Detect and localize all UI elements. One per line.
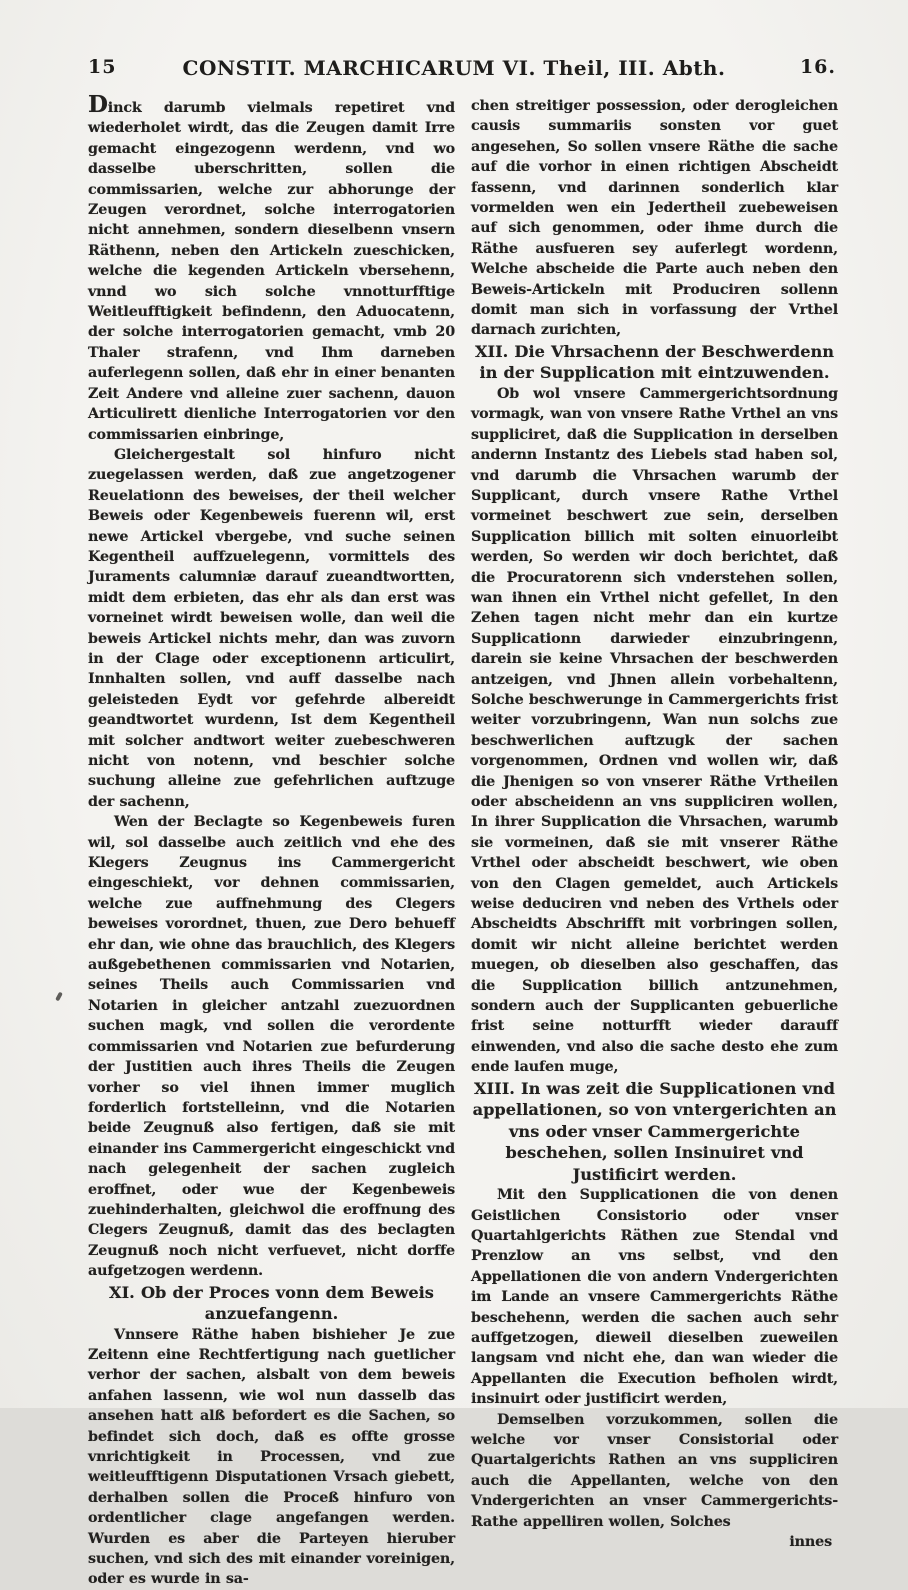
right-column	[471, 96, 838, 1551]
text-columns	[0, 91, 908, 1588]
left-column	[88, 91, 455, 1588]
paragraph-text: inck darumb vielmals repetiret vnd wiederholet wirdt, das die Zeugen damit Irre gemacht eingezogenn werdenn, vnd wo dasselbe uberschritten, sollen die commissarien, welche zur abhorunge der Zeugen verordnet, solche interrogatorien nicht annehmen, sondern dieselbenn vnsern Räthenn, neben den Artickeln zueschicken, welche die kegenden Artickeln vbersehenn, vnnd wo sich solche vnnotturfftige Weitleufftigkeit befindenn, den Aduocatenn, der solche interrogatorien gemacht, vmb 20 Thaler strafenn, vnd Ihm darneben auferlegenn sollen, daß ehr in einer benanten Zeit Andere vnd alleine zuer sachenn, dauon Articulirett dienliche Interrogatorien vor den commissarien einbringe,	[88, 100, 455, 443]
catchword: innes	[789, 1534, 832, 1551]
paragraph: Demselben vorzukommen, sollen die welche vor vnser Consistorial oder Quartalgerichts Rathen an vns suppliciren auch die Appellanten, welche von den Vndergerichten an vnser Cammergerichts-Rathe appelliren wollen, Solches	[471, 1411, 838, 1530]
page-number-left: 15	[88, 56, 117, 78]
paragraph: Wen der Beclagte so Kegenbeweis furen wil, sol dasselbe auch zeitlich vnd ehe des Klegers Zeugnus ins Cammergericht eingeschiekt, vor dehnen commissarien, welche zue auffnehmung des Clegers beweises vorordnet, thuen, zue Dero behueff ehr dan, wie ohne das brauchlich, des Klegers außgebethenen commissarien vnd Notarien, seines Theils auch Commissarien vnd Notarien in gleicher antzahl zuezuordnen suchen magk, vnd sollen die verordente commissarien vnd Notarien zue befurderung der Justitien auch ihres Theils die Zeugen vorher so viel ihnen immer muglich forderlich fortstelleinn, vnd die Notarien beide Zeugnuß also fertigen, daß sie mit einander ins Cammergericht eingeschickt vnd nach gelegenheit der sachen zugleich eroffnet, oder wue der Kegenbeweis zuehinderhalten, gleichwol die eroffnung des Clegers Zeugnuß, damit das des beclagten Zeugnuß noch nicht verfuevet, nicht dorffe aufgetzogen werdenn.	[88, 814, 455, 1280]
page-title: CONSTIT. MARCHICARUM VI. Theil, III. Abth.	[182, 56, 726, 80]
section-heading-xii: XII. Die Vhrsachenn der Beschwerdenn in der Supplication mit eintzuwenden.	[474, 341, 835, 383]
initial-capital: D	[88, 91, 108, 118]
paragraph: Vnnsere Räthe haben bishieher Je zue Zeitenn eine Rechtfertigung nach guetlicher verhor der sachen, alsbalt von dem beweis anfahen lassenn, wie wol nun dasselb das ansehen hatt alß befordert es die Sachen, so befindet sich doch, daß es offte grosse vnrichtigkeit in Processen, vnd zue weitleufftigenn Disputationen Vrsach giebett, derhalben sollen die Proceß hinfuro von ordentlicher clage angefangen werden. Wurden es aber die Parteyen hieruber suchen, vnd sich des mit einander voreinigen, oder es wurde in sa-	[88, 1326, 455, 1588]
page-number-right: 16.	[799, 56, 836, 78]
paragraph: chen streitiger possession, oder derogleichen causis summariis sonsten vor guet angesehen, So sollen vnsere Räthe die sache auf die vorhor in einen richtigen Abscheidt fassenn, vnd darinnen sonderlich klar vormelden wen ein Jedertheil zuebeweisen auf sich genommen, oder ihme durch die Räthe ausfueren sey auferlegt wordenn, Welche abscheide die Parte auch neben den Beweis-Artickeln mit Produciren sollenn domit man sich in vorfassung der Vrthel darnach zurichten,	[471, 98, 838, 339]
paragraph	[88, 91, 455, 445]
running-head	[0, 56, 908, 86]
paragraph: Mit den Supplicationen die von denen Geistlichen Consistorio oder vnser Quartahlgerichts Räthen zue Stendal vnd Prenzlow an vns selbst, vnd den Appellationen die von andern Vndergerichten im Lande an vnsere Cammergerichts Räthe beschehenn, werden die sachen auch sehr auffgetzogen, dieweil dieselben zueweilen langsam vnd nicht ehe, dan wan wieder die Appellanten die Execution befholen wirdt, insinuirt oder justificirt werden,	[471, 1187, 838, 1408]
paragraph: Ob wol vnsere Cammergerichtsordnung vormagk, wan von vnsere Rathe Vrthel an vns suppliciret, daß die Supplication in derselben andernn Instantz des Liebels stad haben sol, vnd darumb die Vhrsachen warumb der Supplicant, durch vnsere Rathe Vrthel vormeinet beschwert zue sein, derselben Supplication billich mit solten einuorleibt werden, So werden wir doch berichtet, daß die Procuratorenn sich vnderstehen sollen, wan ihnen ein Vrthel nicht gefellet, In den Zehen tagen nicht mehr dan ein kurtze Supplicationn darwieder einzubringenn, darein sie keine Vhrsachen der beschwerden antzeigen, vnd Jhnen allein vorbehaltenn, Solche beschwerunge in Cammergerichts frist weiter vorzubringenn, Wan nun solchs zue beschwerlichen auftzugk der sachen vorgenommen, Ordnen vnd wollen wir, daß die Jhenigen so von vnserer Räthe Vrtheilen oder abscheidenn an vns suppliciren wollen, In ihrer Supplication die Vhrsachen, warumb sie vormeinen, daß sie mit vnserer Räthe Vrthel oder abscheidt beschwert, wie oben von den Clagen gemeldet, auch Artickels weise deduciren vnd neben des Vrthels oder Abscheidts Abschrifft mit vorbringen sollen, domit wir nicht alleine berichtet werden muegen, ob dieselben also geschaffen, das die Supplication billich antzunehmen, sondern auch der Supplicanten gebuerliche frist seine notturfft wieder darauff einwenden, vnd also die sache desto ehe zum ende laufen muge,	[471, 385, 838, 1076]
section-heading-xi: XI. Ob der Proces vonn dem Beweis anzuefangenn.	[109, 1282, 434, 1324]
paragraph: Gleichergestalt sol hinfuro nicht zuegelassen werden, daß zue angetzogener Reuelationn des beweises, der theil welcher Beweis oder Kegenbeweis fuerenn wil, erst newe Artickel vbergebe, vnd suche seinen Kegentheil auffzuelegenn, vormittels des Juraments calumniæ darauf zueandtwortten, midt dem erbieten, das ehr als dan erst was vorneinet wirdt beweisen wolle, dan weil die beweis Artickel nichts mehr, dan was zuvorn in der Clage oder exceptionenn articulirt, Innhalten sollen, vnd auff dasselbe nach geleisteden Eydt vor gefehrde albereidt geandtwortet wurdenn, Ist dem Kegentheil mit solcher andtwort weiter zuebeschweren nicht von notenn, vnd beschier solche suchung alleine zue gefehrlichen auftzuge der sachenn,	[88, 446, 455, 810]
section-heading-xiii: XIII. In was zeit die Supplicationen vnd appellationen, so von vntergerichten an vns oder vnser Cammergerichte beschehen, sollen Insinuiret vnd Justificirt werden.	[472, 1078, 837, 1184]
